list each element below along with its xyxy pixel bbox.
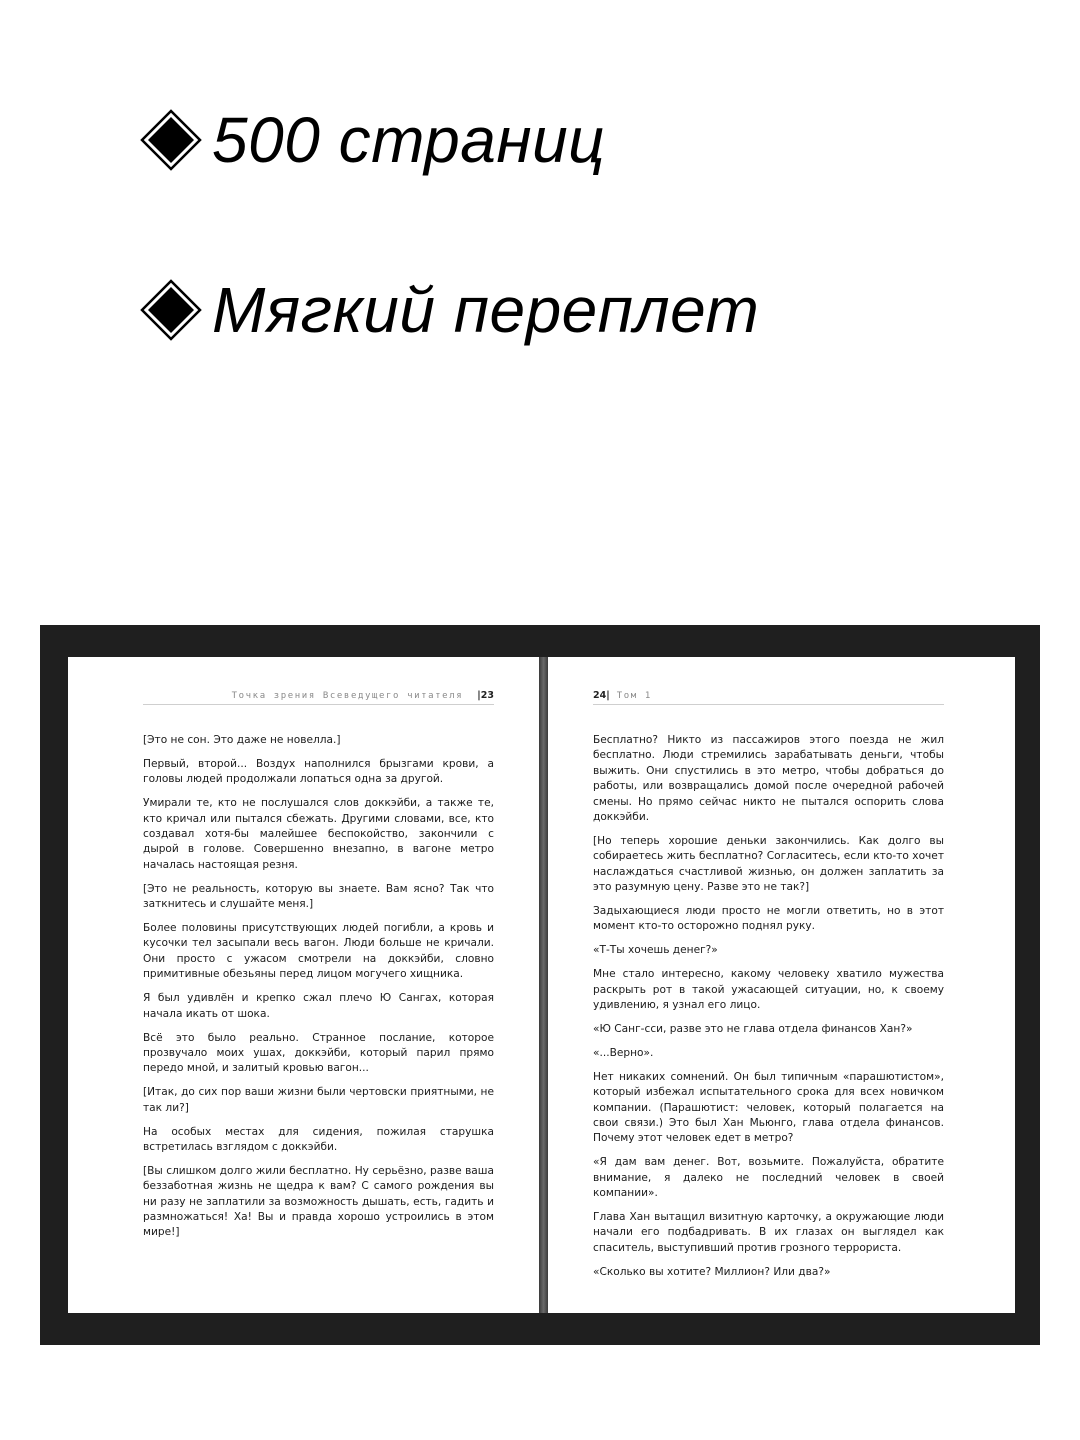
diamond-icon xyxy=(140,109,202,171)
page-text xyxy=(593,733,944,1289)
paragraph: Я был удивлён и крепко сжал плечо Ю Сангах, которая начала икать от шока. xyxy=(143,992,494,1020)
left-page xyxy=(68,657,539,1313)
paragraph: «...Верно». xyxy=(593,1046,654,1059)
paragraph: На особых местах для сидения, пожилая старушка встретилась взглядом с доккэйби. xyxy=(143,1125,494,1153)
paragraph: «Я дам вам денег. Вот, возьмите. Пожалуйста, обратите внимание, я далеко не последний человек в своей компании». xyxy=(593,1156,944,1200)
book-spine xyxy=(539,657,548,1313)
feature-label: Мягкий переплет xyxy=(212,274,760,346)
paragraph: Умирали те, кто не послушался слов доккэйби, а также те, кто кричал или пытался сбежать. Другими словами, все, кто создавал хотя-бы малейшее беспокойство, закончили с дырой в голове. Совершенно внезапно, в вагоне метро началась настоящая резня. xyxy=(143,797,494,871)
paragraph: «Сколько вы хотите? Миллион? Или два?» xyxy=(593,1265,831,1278)
paragraph: Первый, второй... Воздух наполнился брызгами крови, а головы людей продолжали лопаться одна за другой. xyxy=(143,757,494,786)
paragraph: [Это не реальность, которую вы знаете. Вам ясно? Так что заткнитесь и слушайте меня.] xyxy=(143,882,494,911)
running-head xyxy=(593,689,944,703)
book-spread xyxy=(40,625,1040,1345)
running-head xyxy=(143,689,494,703)
paragraph: Более половины присутствующих людей погибли, а кровь и кусочки тел засыпали весь вагон. Люди больше не кричали. Они просто с ужасом смотрели на доккэйби, словно примитивные обезьяны перед лицом могучего хищника. xyxy=(143,922,494,981)
paragraph: Задыхающиеся люди просто не могли ответить, но в этот момент кто-то осторожно поднял руку. xyxy=(593,905,944,933)
paragraph: Всё это было реально. Странное послание, которое прозвучало моих ушах, доккэйби, который парил прямо передо мной, и залитый кровью вагон... xyxy=(143,1031,494,1075)
header-rule xyxy=(593,704,944,705)
diamond-icon xyxy=(140,279,202,341)
paragraph: Нет никаких сомнений. Он был типичным «парашютистом», который избежал испытательного срока для всех новичком компании. (Парашютист: человек, который полагается на свои связи.) Это был Хан Мьюнго, глава отдела финансов. Почему этот человек едет в метро? xyxy=(593,1070,944,1145)
paragraph: [Вы слишком долго жили бесплатно. Ну серьёзно, разве ваша беззаботная жизнь не щедра к вам? С самого рождения вы ни разу не заплатили за возможность дышать, есть, гадить и размножаться! Ха! Вы и правда хорошо устроились в этом мире!] xyxy=(143,1164,494,1239)
paragraph: «Т-Ты хочешь денег?» xyxy=(593,944,718,957)
separator: | xyxy=(477,690,481,701)
header-rule xyxy=(143,704,494,705)
feature-binding xyxy=(140,270,759,350)
separator: | xyxy=(606,690,610,701)
paragraph: [Но теперь хорошие деньки закончились. Как долго вы собираетесь жить бесплатно? Согласитесь, если кто-то хочет наслаждаться счастливой жизнью, он должен заплатить за это разумную цену. Разве это не так?] xyxy=(593,834,944,894)
right-page xyxy=(548,657,1015,1313)
paragraph: Бесплатно? Никто из пассажиров этого поезда не жил бесплатно. Люди стремились зарабатывать деньги, чтобы выжить. Они спустились в это метро, чтобы добраться до работы, или возвращались домой после очередной рабочей смены. Но прямо сейчас никто не пытался оспорить слова доккэйби. xyxy=(593,734,944,824)
paragraph: [Итак, до сих пор ваши жизни были чертовски приятными, не так ли?] xyxy=(143,1086,494,1114)
page-number: 23 xyxy=(480,690,494,701)
page-text xyxy=(143,733,494,1249)
paragraph: [Это не сон. Это даже не новелла.] xyxy=(143,734,341,746)
paragraph: «Ю Санг-сси, разве это не глава отдела финансов Хан?» xyxy=(593,1023,913,1035)
feature-label: 500 страниц xyxy=(212,104,606,176)
running-title: Том 1 xyxy=(616,691,652,701)
paragraph: Глава Хан вытащил визитную карточку, а окружающие люди начали его подбадривать. В их глазах он выглядел как спаситель, выступивший против грозного террориста. xyxy=(593,1211,944,1254)
feature-pages xyxy=(140,100,605,180)
page-number: 24 xyxy=(593,690,607,701)
paragraph: Мне стало интересно, какому человеку хватило мужества раскрыть рот в такой ужасающей ситуации, но, к своему удивлению, я узнал его лицо. xyxy=(593,968,944,1012)
running-title: Точка зрения Всеведущего читателя xyxy=(231,691,464,701)
